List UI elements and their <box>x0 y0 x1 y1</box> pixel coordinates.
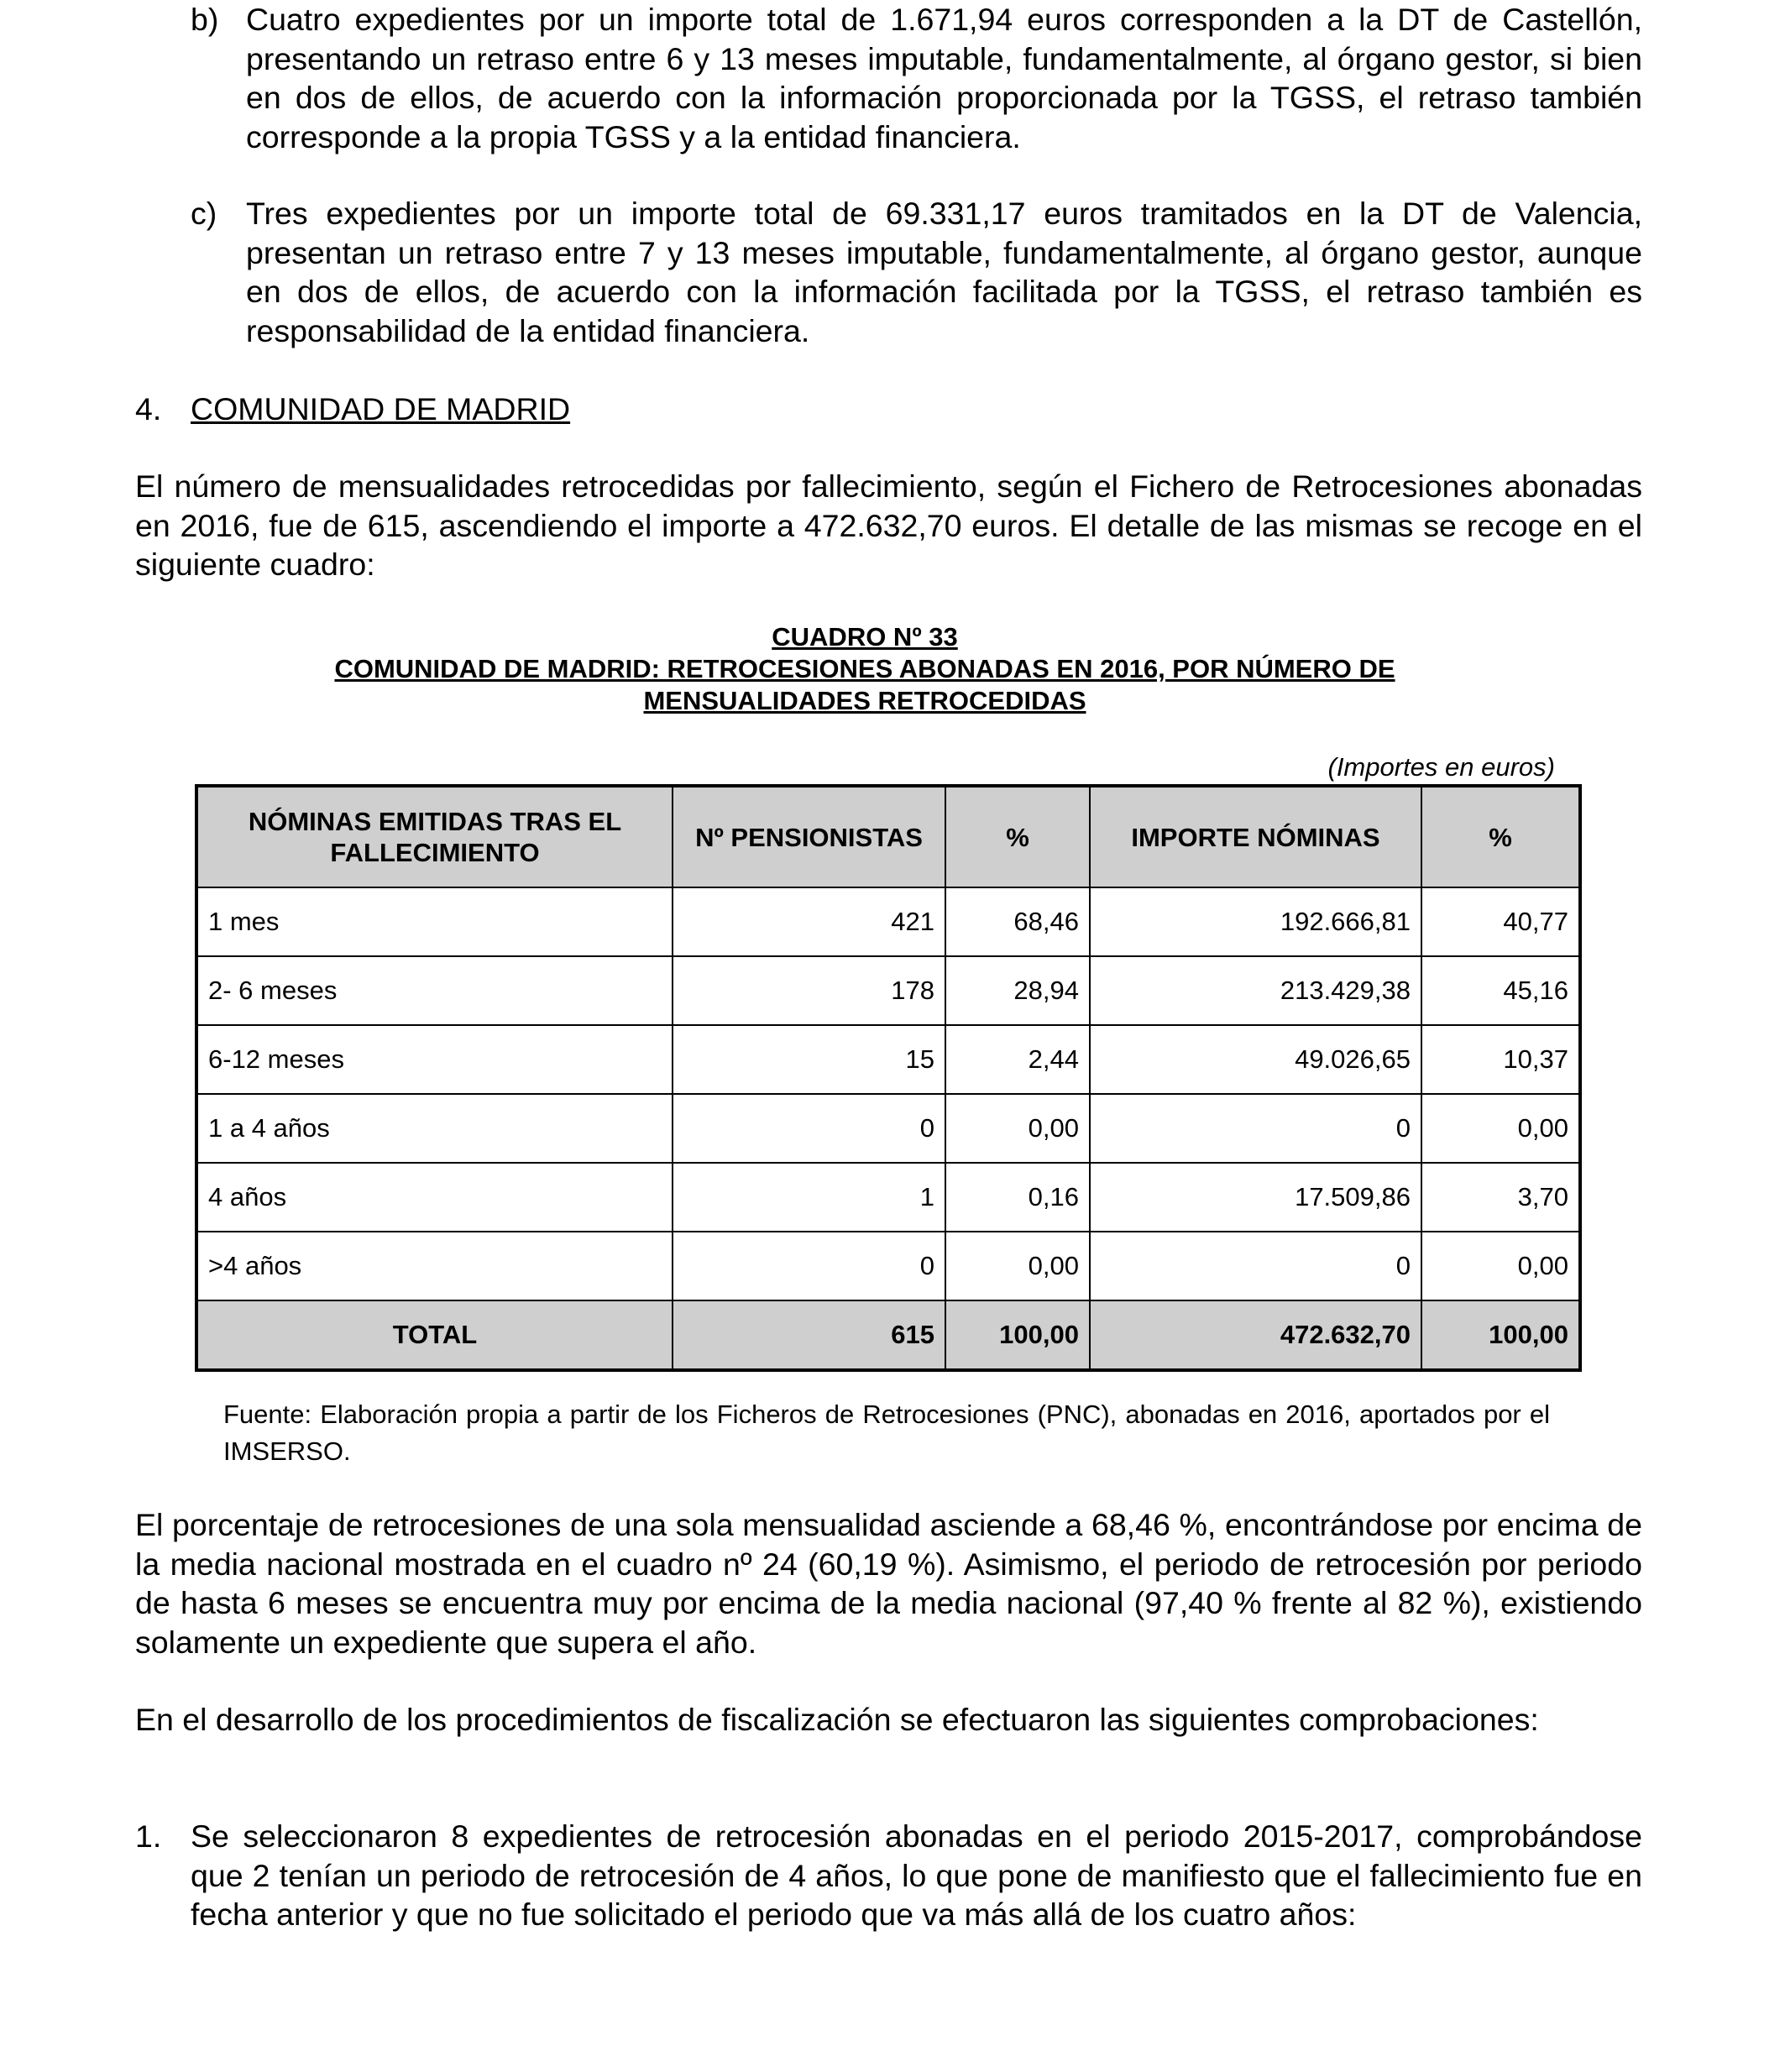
table-header-row <box>196 786 1580 887</box>
cell-percent: 10,37 <box>1421 1025 1580 1094</box>
total-label: TOTAL <box>196 1300 673 1370</box>
paragraph-procedures: En el desarrollo de los procedimientos de fiscalización se efectuaron las siguientes comprobaciones: <box>135 1702 1539 1737</box>
cell-importe: 0 <box>1090 1232 1421 1300</box>
header-percent-importe: % <box>1421 786 1580 887</box>
row-label: >4 años <box>196 1232 673 1300</box>
list-item-text: Cuatro expedientes por un importe total de 1.671,94 euros corresponden a la DT de Castellón, presentando un retraso entre 6 y 13 meses imputable, fundamentalmente, al órgano gestor, si bien en dos de ellos, de acuerdo con la información proporcionada por la TGSS, el retraso también corresponde a la propia TGSS y a la entidad financiera. <box>246 2 1642 154</box>
table-caption-number: CUADRO Nº 33 <box>772 622 958 651</box>
cell-importe: 192.666,81 <box>1090 887 1421 956</box>
cell-importe: 49.026,65 <box>1090 1025 1421 1094</box>
total-percent: 100,00 <box>945 1300 1090 1370</box>
header-percent-pensionistas: % <box>945 786 1090 887</box>
data-table <box>195 784 1582 1372</box>
cell-pensionistas: 0 <box>673 1232 945 1300</box>
section-number: 4. <box>135 391 162 426</box>
row-label: 6-12 meses <box>196 1025 673 1094</box>
cell-percent: 2,44 <box>945 1025 1090 1094</box>
list-marker: b) <box>191 2 219 37</box>
intro-paragraph: El número de mensualidades retrocedidas por fallecimiento, según el Fichero de Retrocesiones abonadas en 2016, fue de 615, ascendiendo el importe a 472.632,70 euros. El detalle de las mismas se recoge en el siguiente cuadro: <box>135 468 1642 582</box>
cell-importe: 17.509,86 <box>1090 1163 1421 1232</box>
cell-percent: 45,16 <box>1421 956 1580 1025</box>
cell-percent: 0,16 <box>945 1163 1090 1232</box>
total-importe: 472.632,70 <box>1090 1300 1421 1370</box>
list-marker: 1. <box>135 1818 162 1854</box>
list-marker: c) <box>191 196 217 231</box>
cell-percent: 28,94 <box>945 956 1090 1025</box>
row-label: 1 mes <box>196 887 673 956</box>
header-importe: IMPORTE NÓMINAS <box>1090 786 1421 887</box>
row-label: 4 años <box>196 1163 673 1232</box>
cell-percent: 0,00 <box>945 1094 1090 1163</box>
header-nominas: NÓMINAS EMITIDAS TRAS EL FALLECIMIENTO <box>196 786 673 887</box>
cell-pensionistas: 15 <box>673 1025 945 1094</box>
cell-percent: 0,00 <box>1421 1094 1580 1163</box>
cell-pensionistas: 178 <box>673 956 945 1025</box>
table-row <box>196 887 1580 956</box>
cell-pensionistas: 0 <box>673 1094 945 1163</box>
row-label: 1 a 4 años <box>196 1094 673 1163</box>
cell-percent: 0,00 <box>1421 1232 1580 1300</box>
header-pensionistas: Nº PENSIONISTAS <box>673 786 945 887</box>
paragraph-percentages: El porcentaje de retrocesiones de una sola mensualidad asciende a 68,46 %, encontrándose por encima de la media nacional mostrada en el cuadro nº 24 (60,19 %). Asimismo, el periodo de retrocesión por periodo de hasta 6 meses se encuentra muy por encima de la media nacional (97,40 % frente al 82 %), existiendo solamente un expediente que supera el año. <box>135 1507 1642 1660</box>
table-row <box>196 956 1580 1025</box>
units-note: (Importes en euros) <box>1327 752 1555 782</box>
list-item-text: Tres expedientes por un importe total de 69.331,17 euros tramitados en la DT de Valencia, presentan un retraso entre 7 y 13 meses imputable, fundamentalmente, al órgano gestor, aunque en dos de ellos, de acuerdo con la información facilitada por la TGSS, el retraso también es responsabilidad de la entidad financiera. <box>246 196 1642 348</box>
cell-pensionistas: 1 <box>673 1163 945 1232</box>
table-total-row <box>196 1300 1580 1370</box>
table-caption-title: COMUNIDAD DE MADRID: RETROCESIONES ABONADAS EN 2016, POR NÚMERO DE MENSUALIDADES RETROCEDIDAS <box>334 654 1395 715</box>
table-row <box>196 1094 1580 1163</box>
cell-importe: 0 <box>1090 1094 1421 1163</box>
table-row <box>196 1163 1580 1232</box>
total-pensionistas: 615 <box>673 1300 945 1370</box>
cell-percent: 3,70 <box>1421 1163 1580 1232</box>
cell-percent: 68,46 <box>945 887 1090 956</box>
total-percent: 100,00 <box>1421 1300 1580 1370</box>
table-row <box>196 1232 1580 1300</box>
list-item-text: Se seleccionaron 8 expedientes de retrocesión abonadas en el periodo 2015-2017, comprobándose que 2 tenían un periodo de retrocesión de 4 años, lo que pone de manifiesto que el fallecimiento fue en fecha anterior y que no fue solicitado el periodo que va más allá de los cuatro años: <box>191 1818 1642 1932</box>
row-label: 2- 6 meses <box>196 956 673 1025</box>
cell-pensionistas: 421 <box>673 887 945 956</box>
source-note: Fuente: Elaboración propia a partir de los Ficheros de Retrocesiones (PNC), abonadas en 2016, aportados por el IMSERSO. <box>223 1400 1550 1466</box>
cell-importe: 213.429,38 <box>1090 956 1421 1025</box>
cell-percent: 40,77 <box>1421 887 1580 956</box>
section-title: COMUNIDAD DE MADRID <box>191 391 571 426</box>
table-row <box>196 1025 1580 1094</box>
cell-percent: 0,00 <box>945 1232 1090 1300</box>
